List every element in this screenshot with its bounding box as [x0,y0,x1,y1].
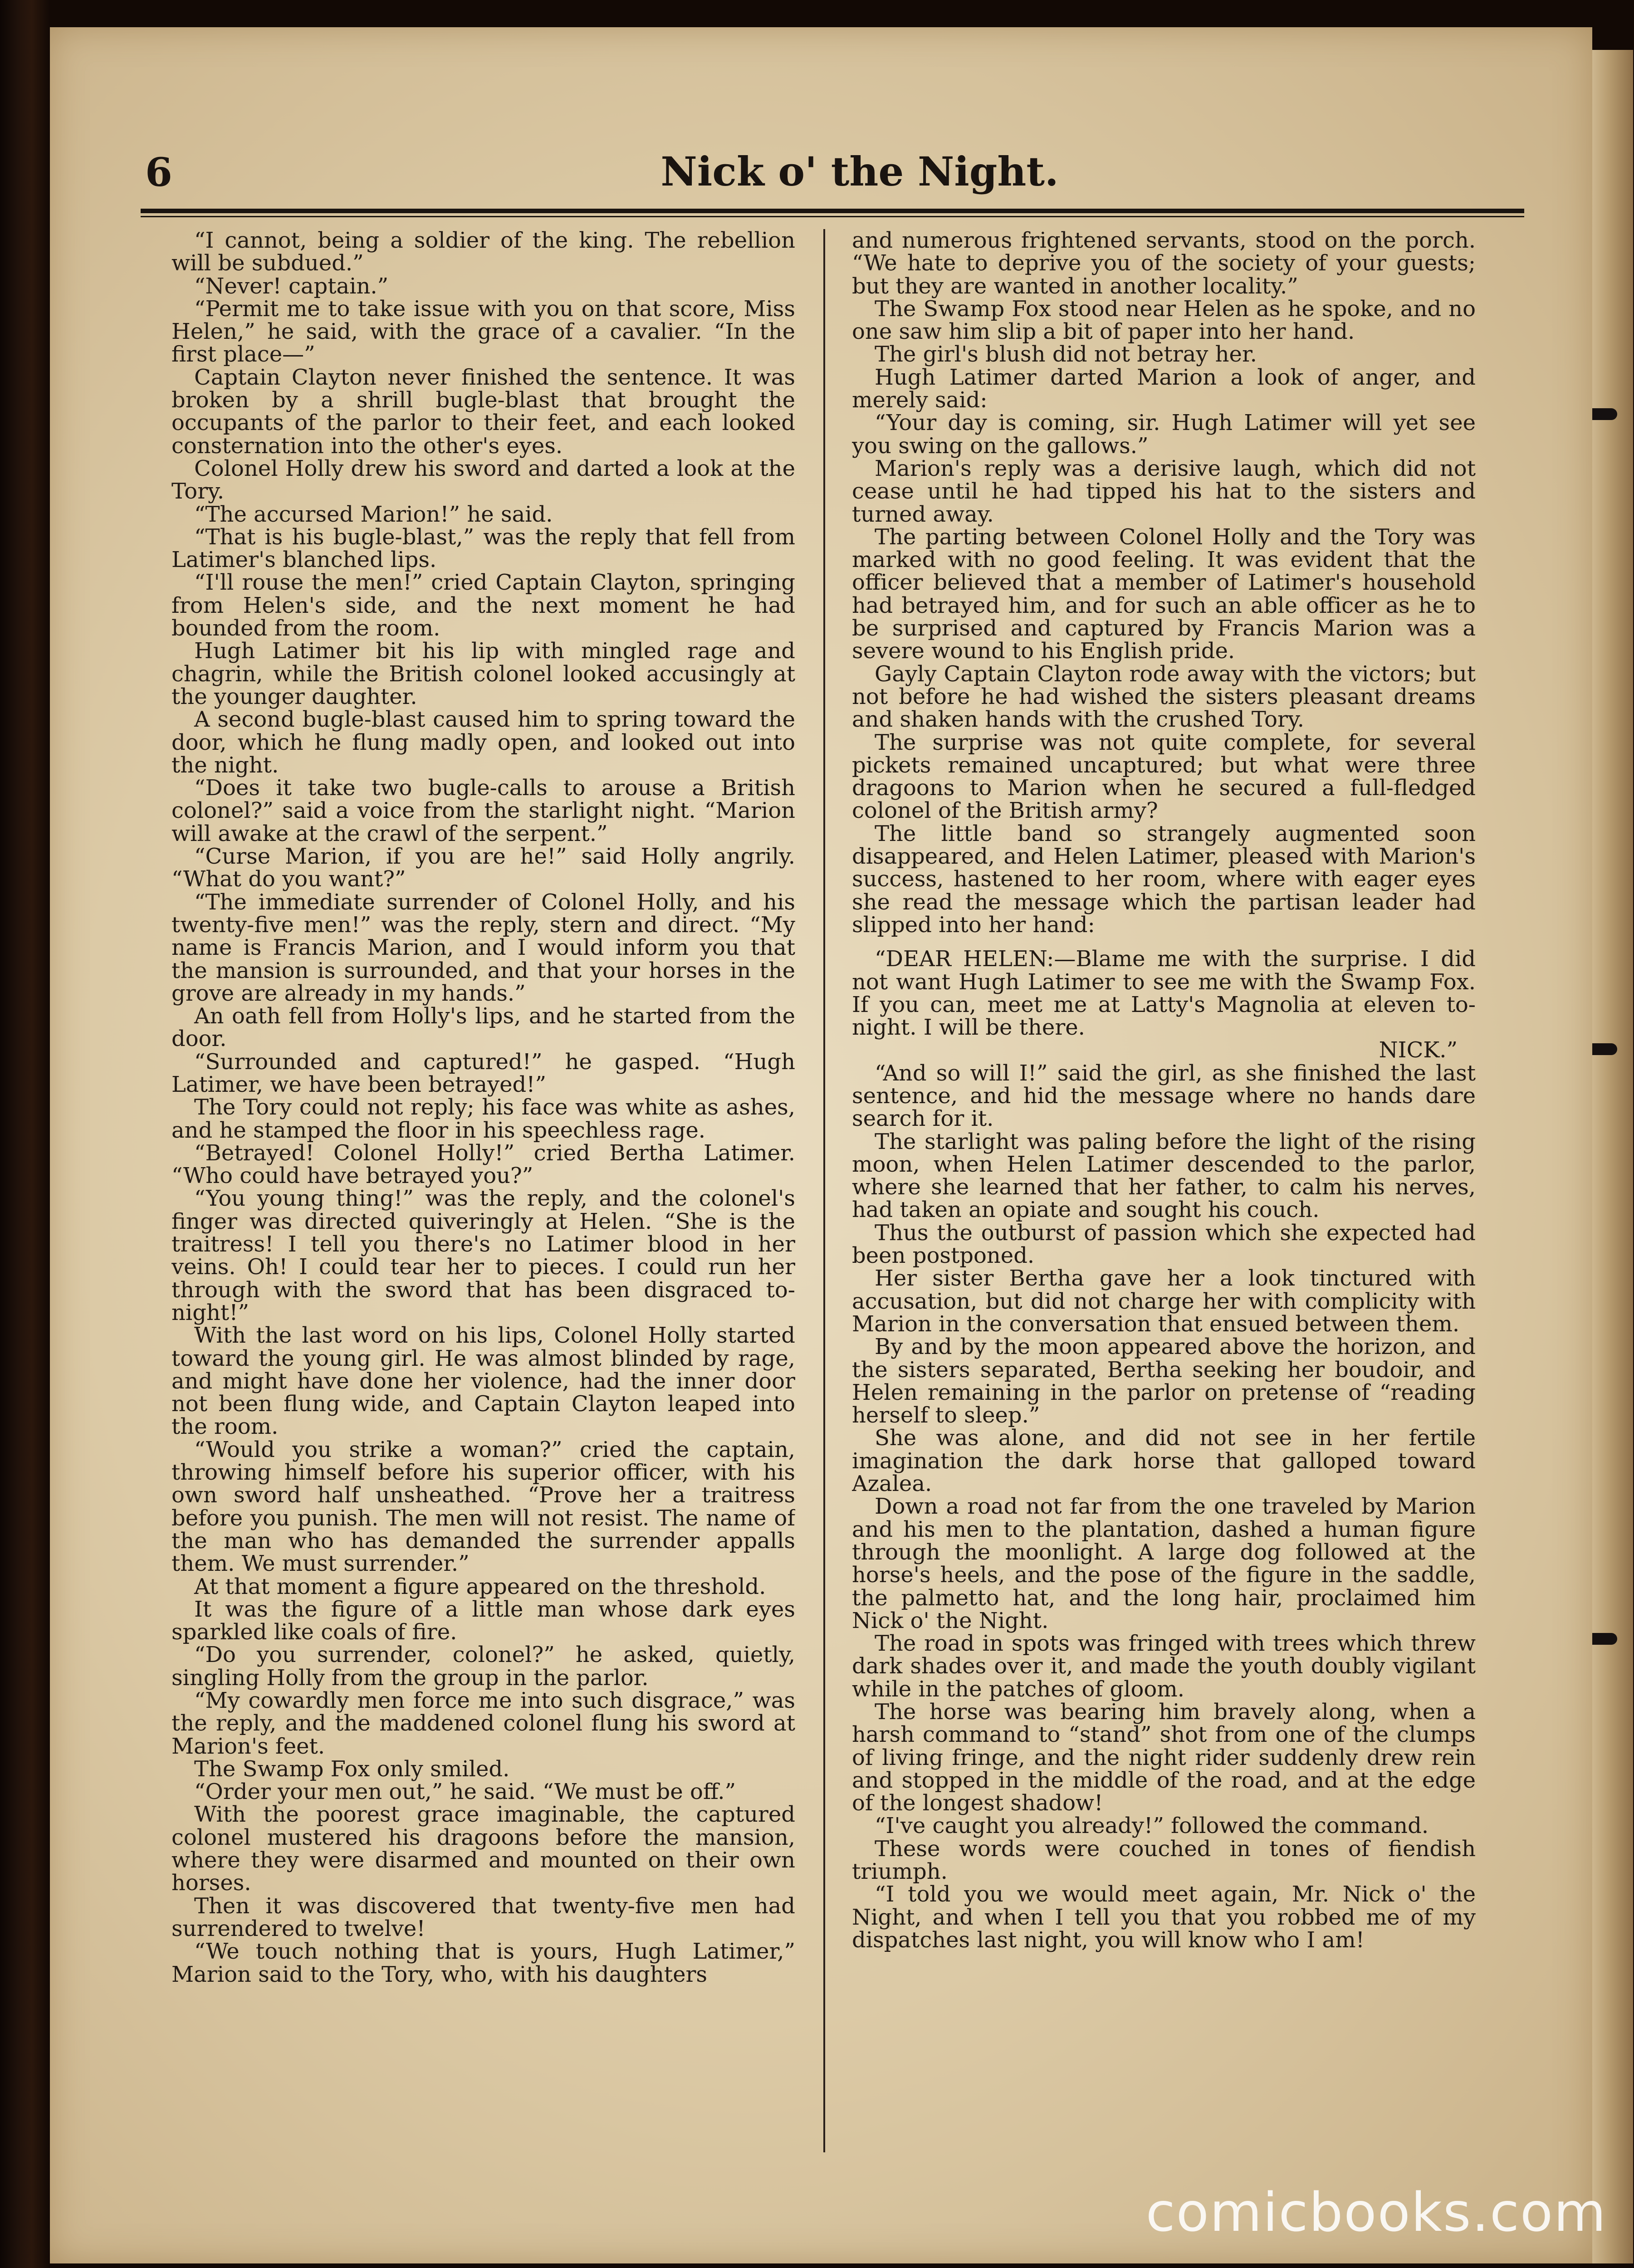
paragraph: “The immediate surrender of Colonel Holly, and his twenty-five men!” was the reply, stern and direct. “My name is Francis Marion, and I would inform you that the mansion is surrounded, and that your horses in the grove are already in my hands.” [171,889,795,1006]
paragraph: Down a road not far from the one traveled by Marion and his men to the plantation, dashed a human figure through the moonlight. A large dog followed at the horse's heels, and the pose of the figure in the saddle, the palmetto hat, and the long hair, proclaimed him Nick o' the Night. [852,1494,1476,1633]
column-divider [823,229,825,2152]
paragraph: The parting between Colonel Holly and the Tory was marked with no good feeling. It was evident that the officer believed that a member of Latimer's household had betrayed him, and for such an able officer as he to be surprised and captured by Francis Marion was a severe wound to his English pride. [852,524,1476,664]
paragraph: The road in spots was fringed with trees which threw dark shades over it, and made the youth doubly vigilant while in the patches of gloom. [852,1631,1476,1702]
paragraph: The Swamp Fox only smiled. [194,1756,510,1782]
page-title: Nick o' the Night. [660,148,1059,195]
paragraph: “Does it take two bugle-calls to arouse a British colonel?” said a voice from the starlight night. “Marion will awake at the crawl of the serpent.” [171,775,795,846]
paragraph: The starlight was paling before the light of the rising moon, when Helen Latimer descended to the parlor, where she learned that her father, to calm his nerves, had taken an opiate and sought his couch. [852,1129,1476,1223]
paragraph: The Swamp Fox stood near Helen as he spoke, and no one saw him slip a bit of paper into her hand. [852,296,1476,345]
paragraph: “You young thing!” was the reply, and the colonel's finger was directed quiveringly at Helen. “She is the traitress! I tell you there's no Latimer blood in her veins. Oh! I could tear her to pieces. I could run her through with the sword that has been disgraced to-night!” [171,1186,795,1325]
paragraph: and numerous frightened servants, stood on the porch. “We hate to deprive you of the society of your guests; but they are wanted in another locality.” [852,229,1476,299]
paragraph: A second bugle-blast caused him to spring toward the door, which he flung madly open, and looked out into the night. [171,707,795,778]
paragraph: “We touch nothing that is yours, Hugh Latimer,” Marion said to the Tory, who, with his daughters [171,1939,795,1987]
paragraph: “And so will I!” said the girl, as she finished the last sentence, and hid the message where no hands dare search for it. [852,1060,1476,1132]
paragraph: “I cannot, being a soldier of the king. The rebellion will be subdued.” [171,229,795,276]
paragraph: “Do you surrender, colonel?” he asked, quietly, singling Holly from the group in the parlor. [171,1642,795,1691]
paragraph: Gayly Captain Clayton rode away with the victors; but not before he had wished the sisters pleasant dreams and shaken hands with the crushed Tory. [852,661,1476,733]
paragraph: “I'll rouse the men!” cried Captain Clayton, springing from Helen's side, and the next moment he had bounded from the room. [171,570,795,641]
paragraph: Her sister Bertha gave her a look tinctured with accusation, but did not charge her with complicity with Marion in the conversation that ensued between them. [852,1266,1476,1337]
page-number: 6 [145,150,172,196]
paragraph: She was alone, and did not see in her fertile imagination the dark horse that galloped toward Azalea. [852,1425,1476,1497]
paragraph: Marion's reply was a derisive laugh, which did not cease until he had tipped his hat to the sisters and turned away. [852,455,1476,527]
paragraph: “My cowardly men force me into such disgrace,” was the reply, and the maddened colonel flung his sword at Marion's feet. [171,1688,795,1759]
paragraph: Colonel Holly drew his sword and darted a look at the Tory. [171,455,795,504]
paragraph: Thus the outburst of passion which she expected had been postponed. [852,1220,1476,1269]
paragraph: The girl's blush did not betray her. [875,342,1257,367]
paragraph: “Curse Marion, if you are he!” said Holly angrily. “What do you want?” [171,844,795,892]
letter-signature: NICK.” [1379,1037,1458,1063]
paragraph: The Tory could not reply; his face was white as ashes, and he stamped the floor in his speechless rage. [171,1095,795,1143]
watermark: comicbooks.com [1145,2181,1607,2244]
text-column-left [171,229,795,2152]
paragraph: “The accursed Marion!” he said. [194,501,553,527]
paragraph: Hugh Latimer darted Marion a look of anger, and merely said: [852,364,1476,413]
paragraph: An oath fell from Holly's lips, and he started from the door. [171,1003,795,1052]
header-rule [141,209,1524,217]
paragraph: “Betrayed! Colonel Holly!” cried Bertha Latimer. “Who could have betrayed you?” [171,1140,795,1189]
paragraph: These words were couched in tones of fiendish triumph. [852,1836,1476,1885]
adjacent-page-edge [1592,50,1633,2263]
paragraph: “I told you we would meet again, Mr. Nick o' the Night, and when I tell you that you robbed me of my dispatches last night, you will know who I am! [852,1882,1476,1953]
paragraph: By and by the moon appeared above the horizon, and the sisters separated, Bertha seeking her boudoir, and Helen remaining in the parlor on pretense of “reading herself to sleep.” [852,1334,1476,1428]
paragraph: The surprise was not quite complete, for several pickets remained uncaptured; but what were three dragoons to Marion when he secured a full-fledged colonel of the British army? [852,729,1476,824]
paragraph: With the last word on his lips, Colonel Holly started toward the young girl. He was almost blinded by rage, and might have done her violence, had the inner door not been flung wide, and Captain Clayton leaped into the room. [171,1323,795,1440]
paragraph: “Your day is coming, sir. Hugh Latimer will yet see you swing on the gallows.” [852,410,1476,459]
paragraph: Captain Clayton never finished the sentence. It was broken by a shrill bugle-blast that brought the occupants of the parlor to their feet, and each looked consternation into the other's eyes. [171,364,795,459]
paragraph: The horse was bearing him bravely along, when a harsh command to “stand” shot from one of the clumps of living fringe, and the night rider suddenly drew rein and stopped in the middle of the road, and at the edge of the longest shadow! [852,1699,1476,1816]
paragraph: Then it was discovered that twenty-five men had surrendered to twelve! [171,1893,795,1941]
paragraph: “Permit me to take issue with you on that score, Miss Helen,” he said, with the grace of a cavalier. “In the first place—” [171,296,795,367]
paragraph: “Would you strike a woman?” cried the captain, throwing himself before his superior officer, with his own sword half unsheathed. “Prove her a traitress before you punish. The men will not resist. The name of the man who has demanded the surrender appalls them. We must surrender.” [171,1437,795,1577]
paragraph: “Order your men out,” he said. “We must be off.” [194,1779,736,1805]
letter-text: “DEAR HELEN:—Blame me with the surprise. I did not want Hugh Latimer to see me with the Swamp Fox. If you can, meet me at Latty's Magnolia at eleven to-night. I will be there. [852,946,1476,1041]
paragraph: It was the figure of a little man whose dark eyes sparkled like coals of fire. [171,1596,795,1645]
paragraph: “That is his bugle-blast,” was the reply that fell from Latimer's blanched lips. [171,524,795,573]
page-header [141,145,1524,200]
text-column-right [852,229,1476,2152]
paragraph: Hugh Latimer bit his lip with mingled rage and chagrin, while the British colonel looked accusingly at the younger daughter. [171,638,795,709]
paragraph: “Never! captain.” [194,273,389,299]
paragraph: At that moment a figure appeared on the threshold. [194,1574,766,1599]
paragraph: With the poorest grace imaginable, the captured colonel mustered his dragoons before the mansion, where they were disarmed and mounted on their own horses. [171,1802,795,1896]
paragraph: “Surrounded and captured!” he gasped. “Hugh Latimer, we have been betrayed!” [171,1049,795,1097]
paragraph: The little band so strangely augmented soon disappeared, and Helen Latimer, pleased with Marion's success, hastened to her room, where with eager eyes she read the message which the partisan leader had slipped into her hand: [852,821,1476,938]
paragraph: “I've caught you already!” followed the command. [875,1813,1429,1839]
